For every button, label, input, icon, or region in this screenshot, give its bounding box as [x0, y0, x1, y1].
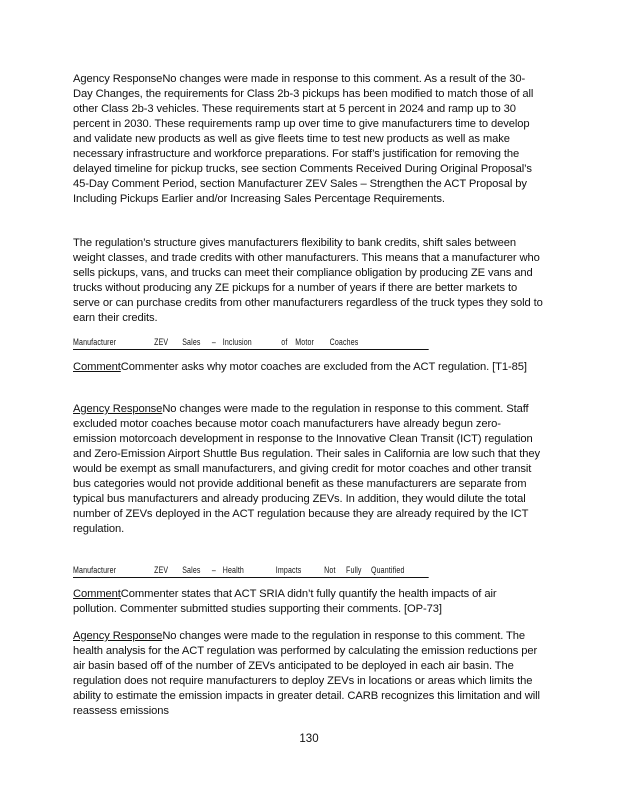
agency-response-text: No changes were made in response to this comment. As a result of the 30-Day Changes, the requirements for Class 2b-3 pickups has been modified to match those of all other Class 2b-3 vehicles. These requirements start at 5 percent in 2024 and ramp up to 30 percent in 2030. These requirements ramp up over time to give manufacturers time to develop and validate new products as well as give fleets time to test new products as well as make necessary infrastructure and workforce preparations. For staff’s justification for removing the delayed timeline for pickup trucks, see section Comments Received During Original Proposal’s 45-Day Comment Period, section Manufacturer ZEV Sales – Strengthen the ACT Proposal by Including Pickups Earlier and/or Increasing Sales Percentage Requirements. — [73, 73, 534, 205]
heading-word: Manufacturer — [73, 337, 117, 347]
agency-response-text: No changes were made to the regulation in response to this comment. Staff excluded motor coaches because motor coach manufacturers have already begun zero-emission motorcoach development in response to the Innovative Clean Transit (ICT) regulation and Zero-Emission Airport Shuttle Bus regulation. Their sales in California are low such that they would be exempt as small manufacturers, and giving credit for motor coaches and other transit bus categories would not provide additional benefit as these manufacturers are separate from typical bus manufacturers and already producing ZEVs. In addition, they would dilute the total number of ZEVs deployed in the ACT regulation because they are already required by the ICT regulation. — [73, 403, 540, 535]
heading-word: ZEV — [154, 337, 169, 347]
comment-text: Commenter states that ACT SRIA didn’t fully quantify the health impacts of air pollution. Commenter submitted studies supporting their comments. [OP-73] — [73, 588, 497, 615]
heading-word: Fully — [346, 565, 362, 575]
heading-word: Impacts — [275, 565, 302, 575]
heading-word: ZEV — [154, 565, 169, 575]
heading-word: Sales — [182, 337, 201, 347]
section-heading-motor-coaches — [73, 337, 429, 350]
agency-response-paragraph-1 — [73, 72, 543, 207]
heading-word: Sales — [182, 565, 201, 575]
agency-response-paragraph-2 — [73, 402, 543, 537]
comment-text: Commenter asks why motor coaches are excluded from the ACT regulation. [T1-85] — [120, 361, 527, 373]
heading-word: Motor — [295, 337, 315, 347]
agency-response-label: Agency Response — [73, 630, 163, 642]
heading-word: Coaches — [329, 337, 359, 347]
page-number: 130 — [299, 733, 319, 745]
section-heading-health-impacts — [73, 565, 429, 578]
heading-word: Manufacturer — [73, 565, 117, 575]
heading-word: – — [211, 565, 216, 575]
comment-paragraph-1 — [73, 360, 543, 375]
comment-paragraph-2 — [73, 587, 543, 617]
agency-response-label: Agency Response — [73, 73, 163, 85]
heading-word: – — [211, 337, 216, 347]
heading-word: Quantified — [370, 565, 405, 575]
comment-label: Comment — [73, 588, 121, 600]
agency-response-text: No changes were made to the regulation in response to this comment. The health analysis for the ACT regulation was performed by calculating the emission reductions per air basin based off of the number of ZEVs anticipated to be deployed in each air basin. The regulation does not require manufacturers to deploy ZEVs in locations or areas which limits the ability to estimate the emission impacts in greater detail. CARB recognizes this limitation and will reassess emissions — [73, 630, 540, 717]
agency-response-paragraph-3 — [73, 629, 543, 719]
heading-word: of — [281, 337, 288, 347]
agency-response-label: Agency Response — [73, 403, 163, 415]
heading-word: Not — [324, 565, 336, 575]
heading-word: Health — [222, 565, 244, 575]
heading-word: Inclusion — [222, 337, 252, 347]
regulation-structure-paragraph: The regulation’s structure gives manufacturers flexibility to bank credits, shift sales between weight classes, and trade credits with other manufacturers. This means that a manufacturer who sells pickups, vans, and trucks can meet their compliance obligation by producing ZE vans and trucks without producing any ZE pickups for a number of years if there are better markets to serve or can purchase credits from other manufacturers regardless of the truck types they sold to earn their credits. — [73, 237, 543, 324]
comment-label: Comment — [73, 361, 121, 373]
